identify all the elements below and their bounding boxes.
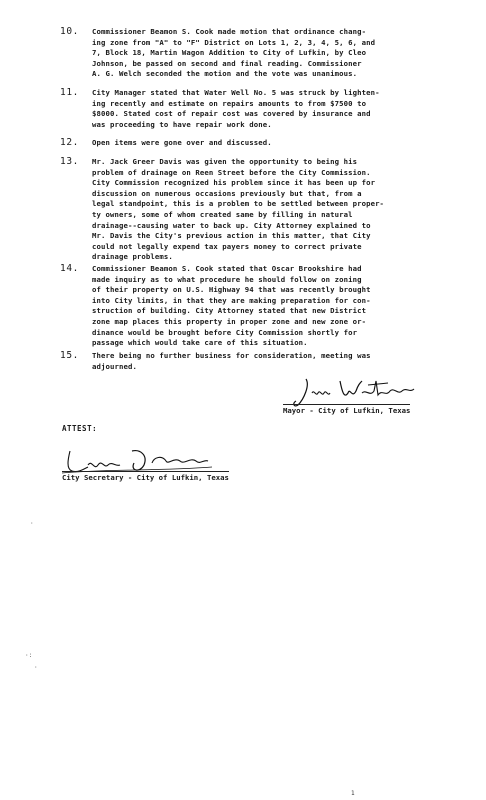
text-line: Commissioner Beamon S. Cook stated that Oscar Brookshire had: [92, 264, 362, 273]
minutes-item-13: [62, 157, 462, 263]
text-line: $8000. Stated cost of repair cost was covered by insurance and: [92, 109, 371, 119]
text-line: zone map places this property in proper zone and new zone or-: [92, 316, 367, 326]
text-line: into City limits, in that they are making preparation for con-: [92, 295, 371, 305]
item-number: 12.: [60, 137, 79, 148]
minutes-item-10: [62, 27, 462, 80]
text-line: legal standpoint, this is a problem to be settled between proper-: [92, 199, 385, 209]
text-line: adjourned.: [92, 361, 137, 371]
secretary-title: City Secretary - City of Lufkin, Texas: [62, 473, 229, 482]
text-line: passage which would take care of this situation.: [92, 338, 308, 348]
minutes-item-11: [62, 88, 462, 130]
attest-label: ATTEST:: [62, 424, 98, 433]
mayor-title: Mayor - City of Lufkin, Texas: [283, 406, 411, 415]
item-number: 13.: [60, 156, 79, 167]
item-text: [92, 27, 462, 80]
text-line: made inquiry as to what procedure he should follow on zoning: [92, 274, 362, 284]
item-text: [92, 138, 462, 149]
text-line: Mr. Davis the City's previous action in this matter, that City: [92, 231, 371, 241]
scan-speck: ·: [34, 664, 38, 671]
text-line: City Commission recognized his problem since it has been up for: [92, 178, 376, 188]
scan-speck: ·: [30, 520, 34, 527]
item-number: 11.: [60, 87, 79, 98]
text-line: A. G. Welch seconded the motion and the vote was unanimous.: [92, 69, 358, 79]
text-line: dinance would be brought before City Commission shortly for: [92, 327, 358, 337]
item-text: [92, 351, 462, 372]
item-text: [92, 88, 462, 130]
text-line: Mr. Jack Greer Davis was given the opportunity to being his: [92, 157, 358, 166]
minutes-item-14: [62, 264, 462, 349]
text-line: 7, Block 18, Martin Wagon Addition to City of Lufkin, by Cleo: [92, 48, 367, 58]
item-text: [92, 157, 462, 263]
text-line: problem of drainage on Reen Street before the City Commission.: [92, 167, 371, 177]
text-line: Open items were gone over and discussed.: [92, 138, 272, 147]
text-line: City Manager stated that Water Well No. 5 was struck by lighten-: [92, 88, 380, 97]
page-mark: 1: [351, 790, 355, 797]
item-number: 10.: [60, 26, 79, 37]
text-line: of their property on U.S. Highway 94 that was recently brought: [92, 285, 371, 295]
text-line: discussion on numerous occasions previously but that, from a: [92, 188, 362, 198]
text-line: ing zone from "A" to "F" District on Lots 1, 2, 3, 4, 5, 6, and: [92, 37, 376, 47]
text-line: Commissioner Beamon S. Cook made motion that ordinance chang-: [92, 27, 367, 36]
text-line: could not legally expend tax payers money to correct private: [92, 241, 362, 251]
item-number: 14.: [60, 263, 79, 274]
item-text: [92, 264, 462, 349]
text-line: ing recently and estimate on repairs amounts to from $7500 to: [92, 98, 367, 108]
item-number: 15.: [60, 350, 79, 361]
text-line: drainage problems.: [92, 252, 173, 262]
text-line: drainage--causing water to back up. City Attorney explained to: [92, 220, 371, 230]
text-line: Johnson, be passed on second and final reading. Commissioner: [92, 58, 362, 68]
text-line: ty owners, some of whom created same by filling in natural: [92, 209, 353, 219]
minutes-item-15: [62, 351, 462, 372]
text-line: was proceeding to have repair work done.: [92, 119, 272, 129]
text-line: struction of building. City Attorney stated that new District: [92, 306, 367, 316]
text-line: There being no further business for consideration, meeting was: [92, 351, 371, 360]
minutes-item-12: [62, 138, 462, 149]
scan-speck: ·:: [25, 652, 33, 659]
